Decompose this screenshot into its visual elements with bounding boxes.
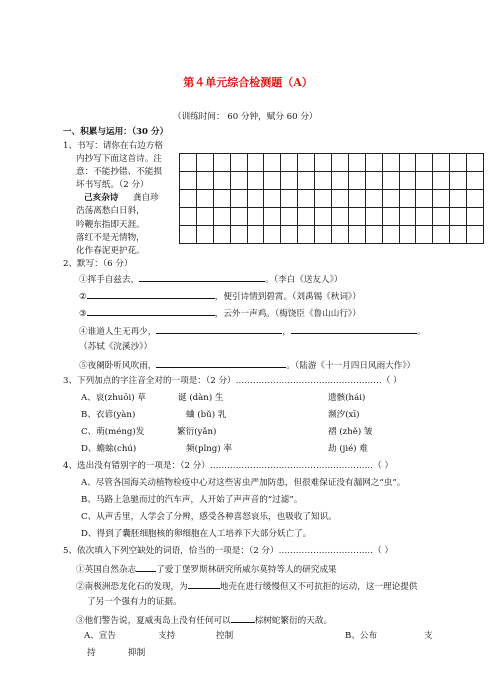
q2-item-4: ④谁道人生无再少， ， 。	[79, 327, 426, 337]
grid-cell[interactable]	[231, 208, 248, 226]
grid-cell[interactable]	[400, 154, 417, 172]
grid-cell[interactable]	[180, 226, 197, 245]
q3-option-d-2: 频(pǐng) 率	[186, 444, 232, 454]
answer-blank[interactable]	[188, 580, 220, 589]
grid-cell[interactable]	[231, 226, 248, 245]
grid-cell[interactable]	[197, 154, 214, 172]
grid-cell[interactable]	[467, 208, 484, 226]
grid-cell[interactable]	[248, 154, 265, 172]
grid-cell[interactable]	[467, 172, 484, 190]
q5-option-b-cont-2: 抑制	[128, 648, 146, 658]
grid-cell[interactable]	[416, 154, 433, 172]
grid-cell[interactable]	[383, 226, 400, 245]
grid-cell[interactable]	[332, 172, 349, 190]
grid-cell[interactable]	[332, 226, 349, 245]
grid-cell[interactable]	[400, 172, 417, 190]
q4-option-a: A、尽管各国海关动植物检疫中心对这些害虫严加防患，但很难保证没有漏网之“虫”。	[81, 478, 406, 488]
q2-item-4-source: （苏轼《浣溪沙》）	[79, 342, 153, 352]
grid-cell[interactable]	[231, 172, 248, 190]
grid-cell[interactable]	[248, 190, 265, 208]
grid-cell[interactable]	[197, 172, 214, 190]
answer-blank[interactable]	[231, 614, 255, 623]
q4-option-d: D、得到了囊胚细胞核的卵细胞在人工培养下大部分妖亡了。	[81, 529, 312, 539]
grid-cell[interactable]	[366, 208, 383, 226]
q2-item-1: ①挥手自兹去， 。（李白《送友人》）	[79, 275, 343, 285]
grid-cell[interactable]	[180, 190, 197, 208]
grid-cell[interactable]	[450, 172, 467, 190]
grid-cell[interactable]	[315, 154, 332, 172]
q3-option-a-3: 遗骸(hái)	[328, 393, 366, 403]
grid-cell[interactable]	[383, 172, 400, 190]
q3-option-b-2: 蛐 (bǔ) 乳	[186, 410, 227, 420]
poem-line-4: 化作春泥更护花。	[76, 246, 145, 256]
q3-option-c-2: 繁衍(yǎn)	[177, 427, 217, 437]
q5-sentence-1: ①英国自然杂志 了爱丁堡罗斯林研究所威尔莫特等人的研究成果	[76, 565, 337, 575]
q5-sentence-2-cont: 了另一个强有力的证据。	[87, 597, 182, 607]
grid-cell[interactable]	[332, 208, 349, 226]
section-heading: 一、积累与运用：（30 分）	[63, 127, 169, 137]
q2-item-2: ② ，便引诗情到碧霄。（刘禹锡《秋词》）	[79, 292, 361, 302]
grid-cell[interactable]	[298, 208, 315, 226]
grid-cell[interactable]	[416, 226, 433, 245]
grid-row	[180, 226, 484, 245]
grid-cell[interactable]	[315, 226, 332, 245]
grid-cell[interactable]	[383, 190, 400, 208]
q3-option-d-1: D、蟾蜍(chú)	[81, 444, 137, 454]
grid-cell[interactable]	[450, 190, 467, 208]
grid-cell[interactable]	[400, 190, 417, 208]
q4-header: 4、选出没有错别字的一项是：（2 分）…………………………………………………（ ）	[63, 461, 394, 471]
grid-cell[interactable]	[264, 190, 281, 208]
grid-cell[interactable]	[400, 208, 417, 226]
q5-header: 5、依次填入下列空缺处的词语，恰当的一项是：（2 分）……………………………（ ）	[63, 546, 394, 556]
poem-line-1: 浩荡离愁白日斜，	[76, 206, 145, 216]
grid-cell[interactable]	[383, 154, 400, 172]
grid-cell[interactable]	[298, 154, 315, 172]
grid-cell[interactable]	[366, 226, 383, 245]
q3-option-a-2: 诞 (dàn) 生	[178, 393, 224, 403]
grid-cell[interactable]	[264, 208, 281, 226]
grid-row	[180, 172, 484, 190]
grid-cell[interactable]	[349, 208, 366, 226]
q5-option-b-cont-1: 持	[87, 648, 96, 658]
grid-cell[interactable]	[315, 190, 332, 208]
grid-cell[interactable]	[231, 190, 248, 208]
q3-option-d-3: 劫 (jié) 难	[328, 444, 368, 454]
q4-option-b: B、马路上急驰而过的汽车声，人开始了声声音的“过滤”。	[81, 495, 303, 505]
q1-line-4: 坏书写纸。（2 分）	[76, 180, 149, 190]
grid-cell[interactable]	[433, 172, 450, 190]
grid-cell[interactable]	[281, 172, 298, 190]
q2-item-5: ⑤夜阑卧听风吹雨， 。（陆游《十一月四日风雨大作》）	[79, 361, 416, 371]
q5-option-a-1: A、宣告	[84, 631, 116, 641]
grid-row	[180, 154, 484, 172]
q5-option-b-2: 支	[424, 631, 433, 641]
grid-cell[interactable]	[400, 226, 417, 245]
grid-cell[interactable]	[248, 172, 265, 190]
grid-cell[interactable]	[248, 208, 265, 226]
grid-cell[interactable]	[349, 226, 366, 245]
grid-row	[180, 190, 484, 208]
grid-cell[interactable]	[433, 208, 450, 226]
q3-option-c-3: 褶 (zhě) 皱	[328, 427, 373, 437]
grid-cell[interactable]	[264, 154, 281, 172]
grid-cell[interactable]	[332, 154, 349, 172]
grid-cell[interactable]	[180, 172, 197, 190]
q1-line-1: 1、书写：请你在右边方格	[63, 141, 163, 151]
grid-cell[interactable]	[281, 154, 298, 172]
grid-cell[interactable]	[214, 208, 231, 226]
grid-cell[interactable]	[315, 208, 332, 226]
answer-blank[interactable]	[87, 307, 215, 316]
grid-cell[interactable]	[433, 226, 450, 245]
grid-cell[interactable]	[467, 226, 484, 245]
answer-blank[interactable]	[139, 273, 265, 282]
q3-option-c-1: C、萌(méng)发	[81, 427, 145, 437]
grid-cell[interactable]	[197, 226, 214, 245]
q4-option-c: C、从声舌里，人学会了分辨，感受各种喜怒哀乐，也吸收了知识。	[81, 512, 337, 522]
grid-cell[interactable]	[197, 208, 214, 226]
grid-cell[interactable]	[298, 226, 315, 245]
grid-cell[interactable]	[248, 226, 265, 245]
grid-cell[interactable]	[366, 172, 383, 190]
grid-cell[interactable]	[433, 190, 450, 208]
answer-blank[interactable]	[156, 359, 286, 368]
grid-cell[interactable]	[214, 226, 231, 245]
poem-author: 龚自珍	[133, 193, 159, 203]
q1-line-3: 意：不能抄错、不能损	[76, 167, 162, 177]
grid-cell[interactable]	[433, 154, 450, 172]
q3-header: 3、下列加点的字注音全对的一项是：（2 分）……………………………………………（ ）	[63, 376, 402, 386]
grid-cell[interactable]	[349, 154, 366, 172]
grid-cell[interactable]	[450, 226, 467, 245]
poem-line-2: 吟鞭东指即天涯。	[76, 220, 145, 230]
grid-cell[interactable]	[467, 190, 484, 208]
grid-cell[interactable]	[383, 208, 400, 226]
grid-cell[interactable]	[281, 190, 298, 208]
grid-cell[interactable]	[264, 226, 281, 245]
grid-cell[interactable]	[180, 154, 197, 172]
grid-cell[interactable]	[180, 208, 197, 226]
answer-blank[interactable]	[87, 290, 215, 299]
grid-cell[interactable]	[349, 172, 366, 190]
q2-header: 2、默写：（6 分）	[63, 259, 133, 269]
grid-cell[interactable]	[281, 226, 298, 245]
grid-cell[interactable]	[231, 154, 248, 172]
grid-cell[interactable]	[298, 190, 315, 208]
q2-item-3: ③ ，云外一声鸡。（梅饶臣《鲁山山行》）	[79, 309, 361, 319]
q5-option-b-1: B、公布	[345, 631, 378, 641]
grid-cell[interactable]	[264, 172, 281, 190]
grid-cell[interactable]	[366, 154, 383, 172]
grid-cell[interactable]	[281, 208, 298, 226]
grid-cell[interactable]	[332, 190, 349, 208]
grid-cell[interactable]	[197, 190, 214, 208]
grid-cell[interactable]	[416, 172, 433, 190]
q3-option-b-1: B、衣谚(yàn)	[81, 410, 136, 420]
grid-cell[interactable]	[298, 172, 315, 190]
grid-cell[interactable]	[416, 208, 433, 226]
grid-cell[interactable]	[349, 190, 366, 208]
grid-cell[interactable]	[467, 154, 484, 172]
grid-cell[interactable]	[315, 172, 332, 190]
q3-option-a-1: A、哀(zhuōi) 草	[81, 393, 146, 403]
q5-option-a-3: 控制	[216, 631, 234, 641]
answer-blank[interactable]	[291, 325, 417, 334]
q1-line-2: 内抄写下面这首诗。注	[76, 154, 162, 164]
q5-option-a-2: 支持	[158, 631, 176, 641]
grid-cell[interactable]	[214, 190, 231, 208]
grid-cell[interactable]	[366, 190, 383, 208]
poem-line-3: 落红不是无情物，	[76, 233, 145, 243]
writing-grid[interactable]	[179, 153, 484, 244]
subtitle: （训练时间： 60 分钟，赋分 60 分）	[173, 112, 318, 122]
q3-option-b-3: 濒汐(xī)	[328, 410, 360, 420]
grid-cell[interactable]	[450, 154, 467, 172]
grid-cell[interactable]	[214, 154, 231, 172]
grid-row	[180, 208, 484, 226]
page-title: 第４单元综合检测题（A）	[183, 76, 313, 89]
poem-title: 己亥杂诗	[84, 193, 119, 203]
answer-blank[interactable]	[156, 325, 282, 334]
grid-cell[interactable]	[214, 172, 231, 190]
answer-blank[interactable]	[136, 563, 156, 572]
q5-sentence-3: ③他们警告说，夏威夷岛上没有任何可以 棕树蛇繁衍的天敌。	[76, 616, 333, 626]
q5-sentence-2: ②南极洲恐龙化石的发现，为 地壳在进行缓慢但又不可抗拒的运动，这一理论提供	[76, 582, 418, 592]
grid-cell[interactable]	[450, 208, 467, 226]
grid-cell[interactable]	[416, 190, 433, 208]
